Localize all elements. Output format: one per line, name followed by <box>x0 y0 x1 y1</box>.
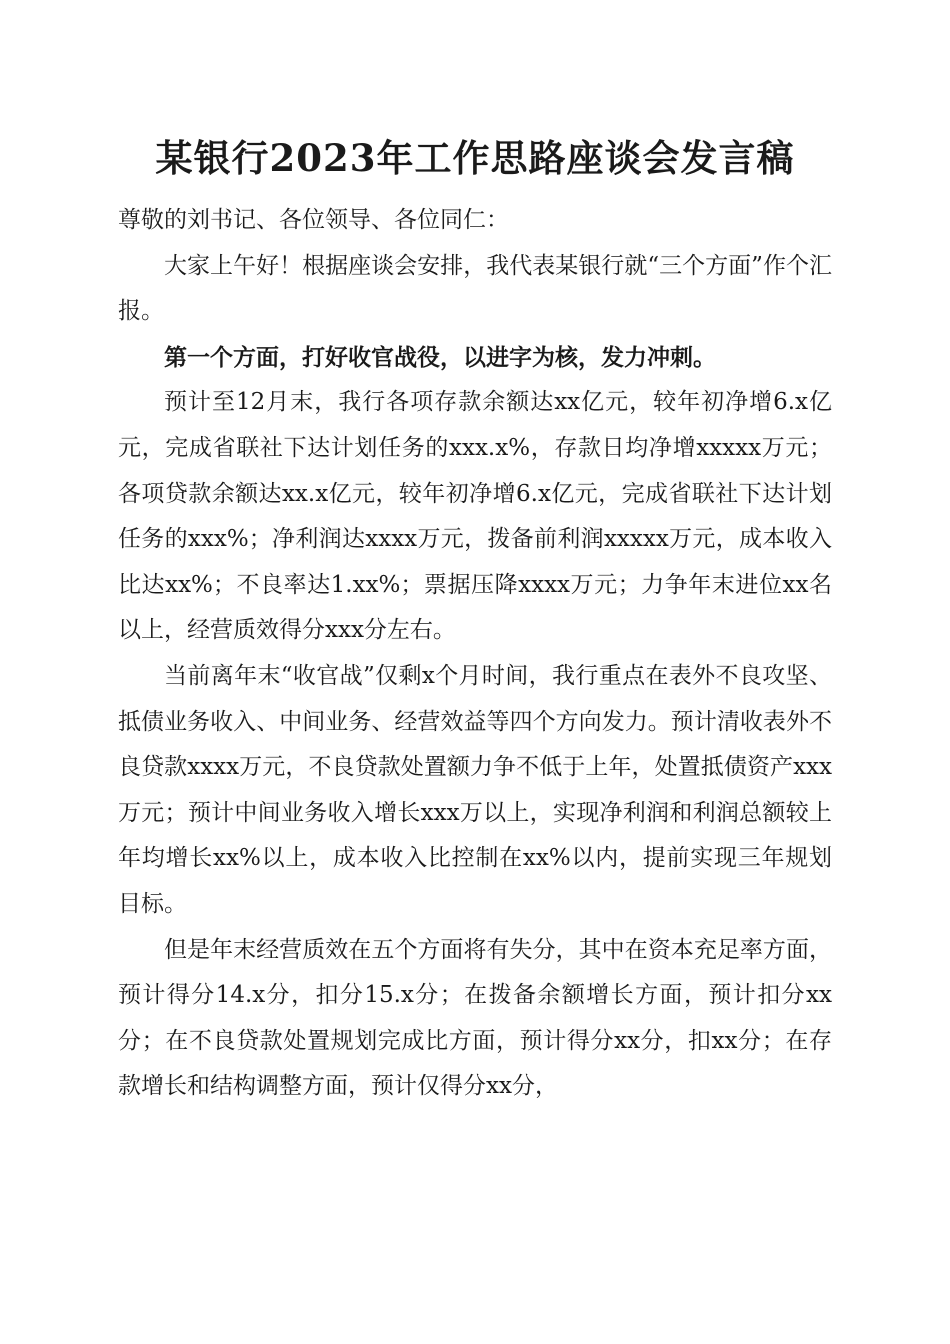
paragraph-year-end-focus: 当前离年末“收官战”仅剩x个月时间，我行重点在表外不良攻坚、抵债业务收入、中间业务、经营效益等四个方向发力。预计清收表外不良贷款xxxx万元，不良贷款处置额力争不低于上年，处置抵债资产xxx万元；预计中间业务收入增长xxx万以上，实现净利润和利润总额较上年均增长xx%以上，成本收入比控制在xx%以内，提前实现三年规划目标。 <box>118 662 832 917</box>
paragraph-score-losses: 但是年末经营质效在五个方面将有失分，其中在资本充足率方面，预计得分14.x分，扣分15.x分；在拨备余额增长方面，预计扣分xx分；在不良贷款处置规划完成比方面，预计得分xx分，扣xx分；在存款增长和结构调整方面，预计仅得分xx分， <box>118 936 832 1100</box>
salutation: 尊敬的刘书记、各位领导、各位同仁： <box>118 207 509 233</box>
section-heading-first-aspect: 第一个方面，打好收官战役，以进字为核，发力冲刺。 <box>164 343 716 371</box>
paragraph-greeting: 大家上午好！根据座谈会安排，我代表某银行就“三个方面”作个汇报。 <box>118 252 832 325</box>
document-title: 某银行2023年工作思路座谈会发言稿 <box>155 136 795 180</box>
document-body <box>118 198 832 1110</box>
paragraph-forecast-figures: 预计至12月末，我行各项存款余额达xx亿元，较年初净增6.x亿元，完成省联社下达计划任务的xxx.x%，存款日均净增xxxxx万元；各项贷款余额达xx.x亿元，较年初净增6.x亿元，完成省联社下达计划任务的xxx%；净利润达xxxx万元，拨备前利润xxxxx万元，成本收入比达xx%；不良率达1.xx%；票据压降xxxx万元；力争年末进位xx名以上，经营质效得分xxx分左右。 <box>118 389 832 644</box>
